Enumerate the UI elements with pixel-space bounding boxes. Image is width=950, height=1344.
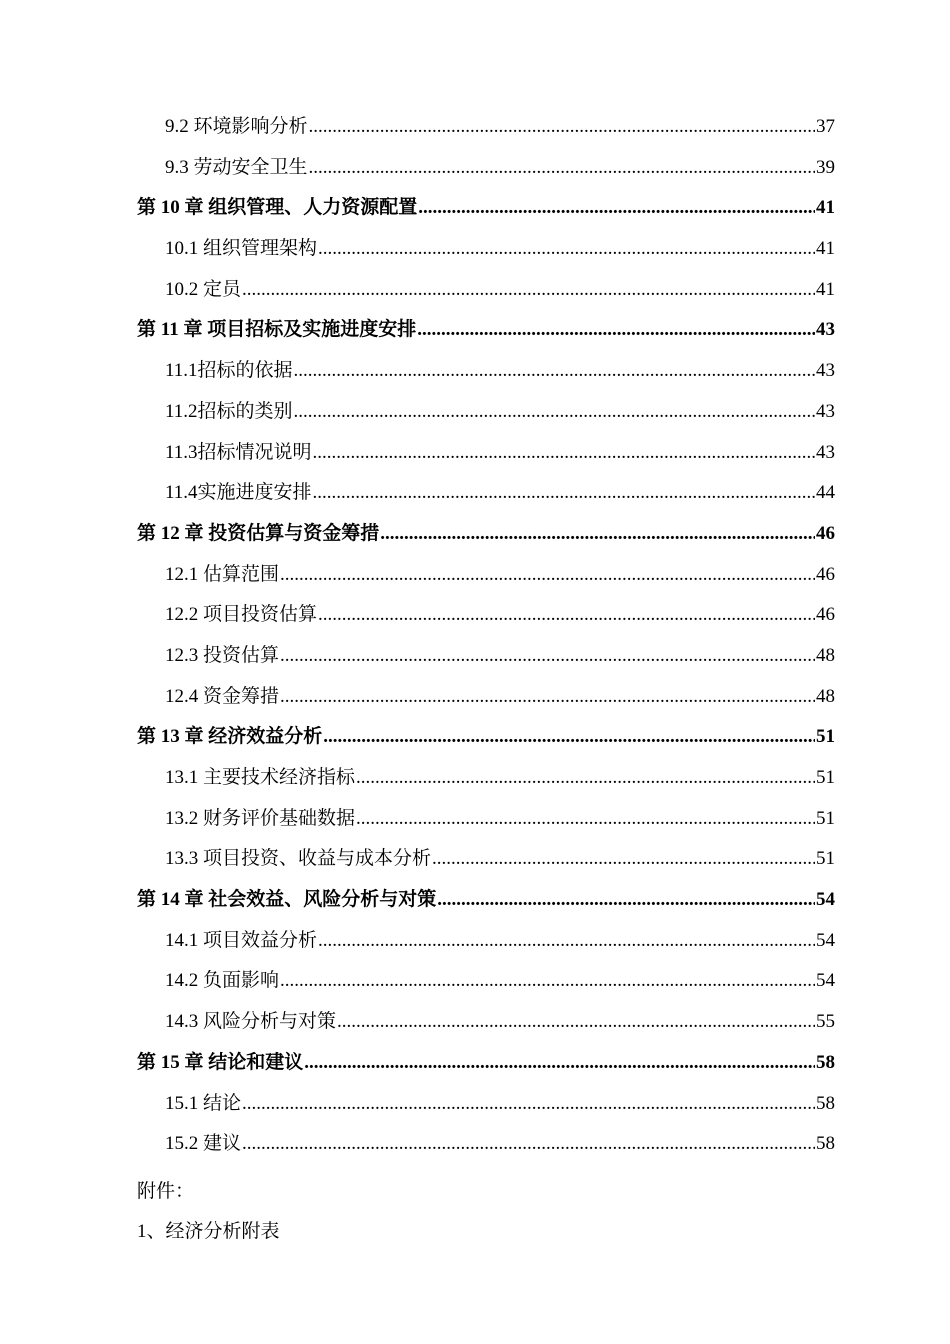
toc-page-number: 51 (816, 767, 835, 788)
toc-chapter-entry[interactable] (0, 514, 835, 555)
toc-entry-label: 9.2 环境影响分析 (165, 116, 308, 137)
toc-entry-label: 13.2 财务评价基础数据 (165, 807, 356, 829)
toc-dot-leader (280, 636, 815, 677)
toc-page-number: 54 (816, 929, 835, 951)
toc-dot-leader (323, 717, 815, 758)
toc-page-number: 54 (816, 889, 835, 911)
toc-page-number: 54 (816, 970, 835, 992)
toc-page-number: 58 (816, 1133, 835, 1155)
toc-page-number: 46 (816, 604, 835, 626)
toc-entry-label: 14.3 风险分析与对策 (165, 1011, 337, 1033)
toc-dot-leader (318, 921, 815, 962)
toc-section-entry[interactable] (0, 351, 835, 392)
toc-dot-leader (309, 148, 815, 189)
toc-dot-leader (418, 188, 815, 229)
toc-section-entry[interactable] (0, 961, 835, 1002)
toc-section-entry[interactable] (0, 799, 835, 840)
toc-dot-leader (313, 473, 815, 514)
toc-section-entry[interactable] (0, 148, 835, 189)
toc-dot-leader (242, 1084, 815, 1125)
toc-dot-leader (280, 961, 815, 1002)
toc-page-number: 51 (816, 848, 835, 870)
toc-page-number: 48 (816, 644, 835, 666)
toc-entry-label: 第 10 章 组织管理、人力资源配置 (137, 197, 418, 219)
toc-entry-label: 11.2招标的类别 (165, 400, 293, 422)
toc-dot-leader (318, 229, 815, 270)
toc-page-number: 43 (816, 360, 835, 382)
toc-page-number: 37 (816, 116, 835, 137)
appendix-section (137, 1172, 280, 1252)
toc-dot-leader (432, 839, 815, 880)
toc-entry-label: 9.3 劳动安全卫生 (165, 156, 308, 178)
toc-entry-label: 14.2 负面影响 (165, 970, 280, 992)
toc-entry-label: 12.3 投资估算 (165, 644, 280, 666)
toc-section-entry[interactable] (0, 270, 835, 311)
toc-entry-label: 10.2 定员 (165, 278, 242, 300)
toc-section-entry[interactable] (0, 595, 835, 636)
toc-entry-label: 第 11 章 项目招标及实施进度安排 (137, 319, 417, 341)
toc-dot-leader (294, 351, 815, 392)
toc-page-number: 46 (816, 563, 835, 585)
toc-dot-leader (242, 270, 815, 311)
toc-section-entry[interactable] (0, 1084, 835, 1125)
toc-page-number: 41 (816, 278, 835, 300)
toc-entry-label: 11.1招标的依据 (165, 360, 293, 382)
toc-page-number: 55 (816, 1011, 835, 1033)
toc-section-entry[interactable] (0, 1124, 835, 1165)
toc-dot-leader (313, 433, 815, 474)
toc-entry-label: 第 15 章 结论和建议 (137, 1051, 304, 1073)
toc-page-number: 43 (816, 319, 835, 341)
toc-entry-label: 12.2 项目投资估算 (165, 604, 318, 626)
toc-dot-leader (318, 595, 815, 636)
toc-page-number: 48 (816, 685, 835, 707)
toc-entry-label: 12.1 估算范围 (165, 563, 280, 585)
toc-entry-label: 11.4实施进度安排 (165, 482, 312, 504)
table-of-contents (0, 107, 950, 1165)
toc-section-entry[interactable] (0, 555, 835, 596)
toc-section-entry[interactable] (0, 392, 835, 433)
toc-entry-label: 第 12 章 投资估算与资金筹措 (137, 522, 380, 544)
toc-entry-label: 11.3招标情况说明 (165, 441, 312, 463)
toc-page-number: 46 (816, 522, 835, 544)
toc-section-entry[interactable] (0, 1002, 835, 1043)
toc-section-entry[interactable] (0, 107, 835, 148)
toc-page-number: 51 (816, 726, 835, 748)
toc-dot-leader (417, 310, 815, 351)
toc-page-number: 58 (816, 1092, 835, 1114)
toc-entry-label: 12.4 资金筹措 (165, 685, 280, 707)
toc-entry-label: 13.1 主要技术经济指标 (165, 767, 356, 788)
toc-entry-label: 第 14 章 社会效益、风险分析与对策 (137, 889, 437, 911)
toc-dot-leader (280, 555, 815, 596)
toc-section-entry[interactable] (0, 839, 835, 880)
toc-section-entry[interactable] (0, 636, 835, 677)
toc-chapter-entry[interactable] (0, 188, 835, 229)
toc-section-entry[interactable] (0, 921, 835, 962)
toc-dot-leader (356, 758, 815, 799)
toc-page-number: 44 (816, 482, 835, 504)
toc-dot-leader (242, 1124, 815, 1165)
toc-entry-label: 第 13 章 经济效益分析 (137, 726, 323, 748)
toc-dot-leader (280, 677, 815, 718)
toc-page-number: 43 (816, 400, 835, 422)
toc-chapter-entry[interactable] (0, 310, 835, 351)
toc-entry-label: 10.1 组织管理架构 (165, 238, 318, 260)
toc-page-number: 39 (816, 156, 835, 178)
toc-entry-label: 15.1 结论 (165, 1092, 242, 1114)
toc-page-number: 41 (816, 238, 835, 260)
toc-dot-leader (380, 514, 815, 555)
toc-entry-label: 15.2 建议 (165, 1133, 242, 1155)
toc-section-entry[interactable] (0, 677, 835, 718)
toc-dot-leader (304, 1043, 815, 1084)
toc-chapter-entry[interactable] (0, 1043, 835, 1084)
toc-section-entry[interactable] (0, 229, 835, 270)
toc-section-entry[interactable] (0, 433, 835, 474)
toc-page-number: 58 (816, 1051, 835, 1073)
toc-section-entry[interactable] (0, 758, 835, 799)
toc-entry-label: 14.1 项目效益分析 (165, 929, 318, 951)
toc-dot-leader (337, 1002, 815, 1043)
toc-chapter-entry[interactable] (0, 717, 835, 758)
appendix-item: 1、经济分析附表 (137, 1221, 280, 1242)
toc-dot-leader (294, 392, 815, 433)
toc-dot-leader (309, 107, 815, 148)
toc-page-number: 43 (816, 441, 835, 463)
toc-dot-leader (437, 880, 815, 921)
appendix-heading: 附件： (137, 1181, 195, 1202)
toc-page-number: 51 (816, 807, 835, 829)
toc-section-entry[interactable] (0, 473, 835, 514)
toc-dot-leader (356, 799, 815, 840)
toc-page-number: 41 (816, 197, 835, 219)
toc-entry-label: 13.3 项目投资、收益与成本分析 (165, 848, 432, 870)
toc-chapter-entry[interactable] (0, 880, 835, 921)
